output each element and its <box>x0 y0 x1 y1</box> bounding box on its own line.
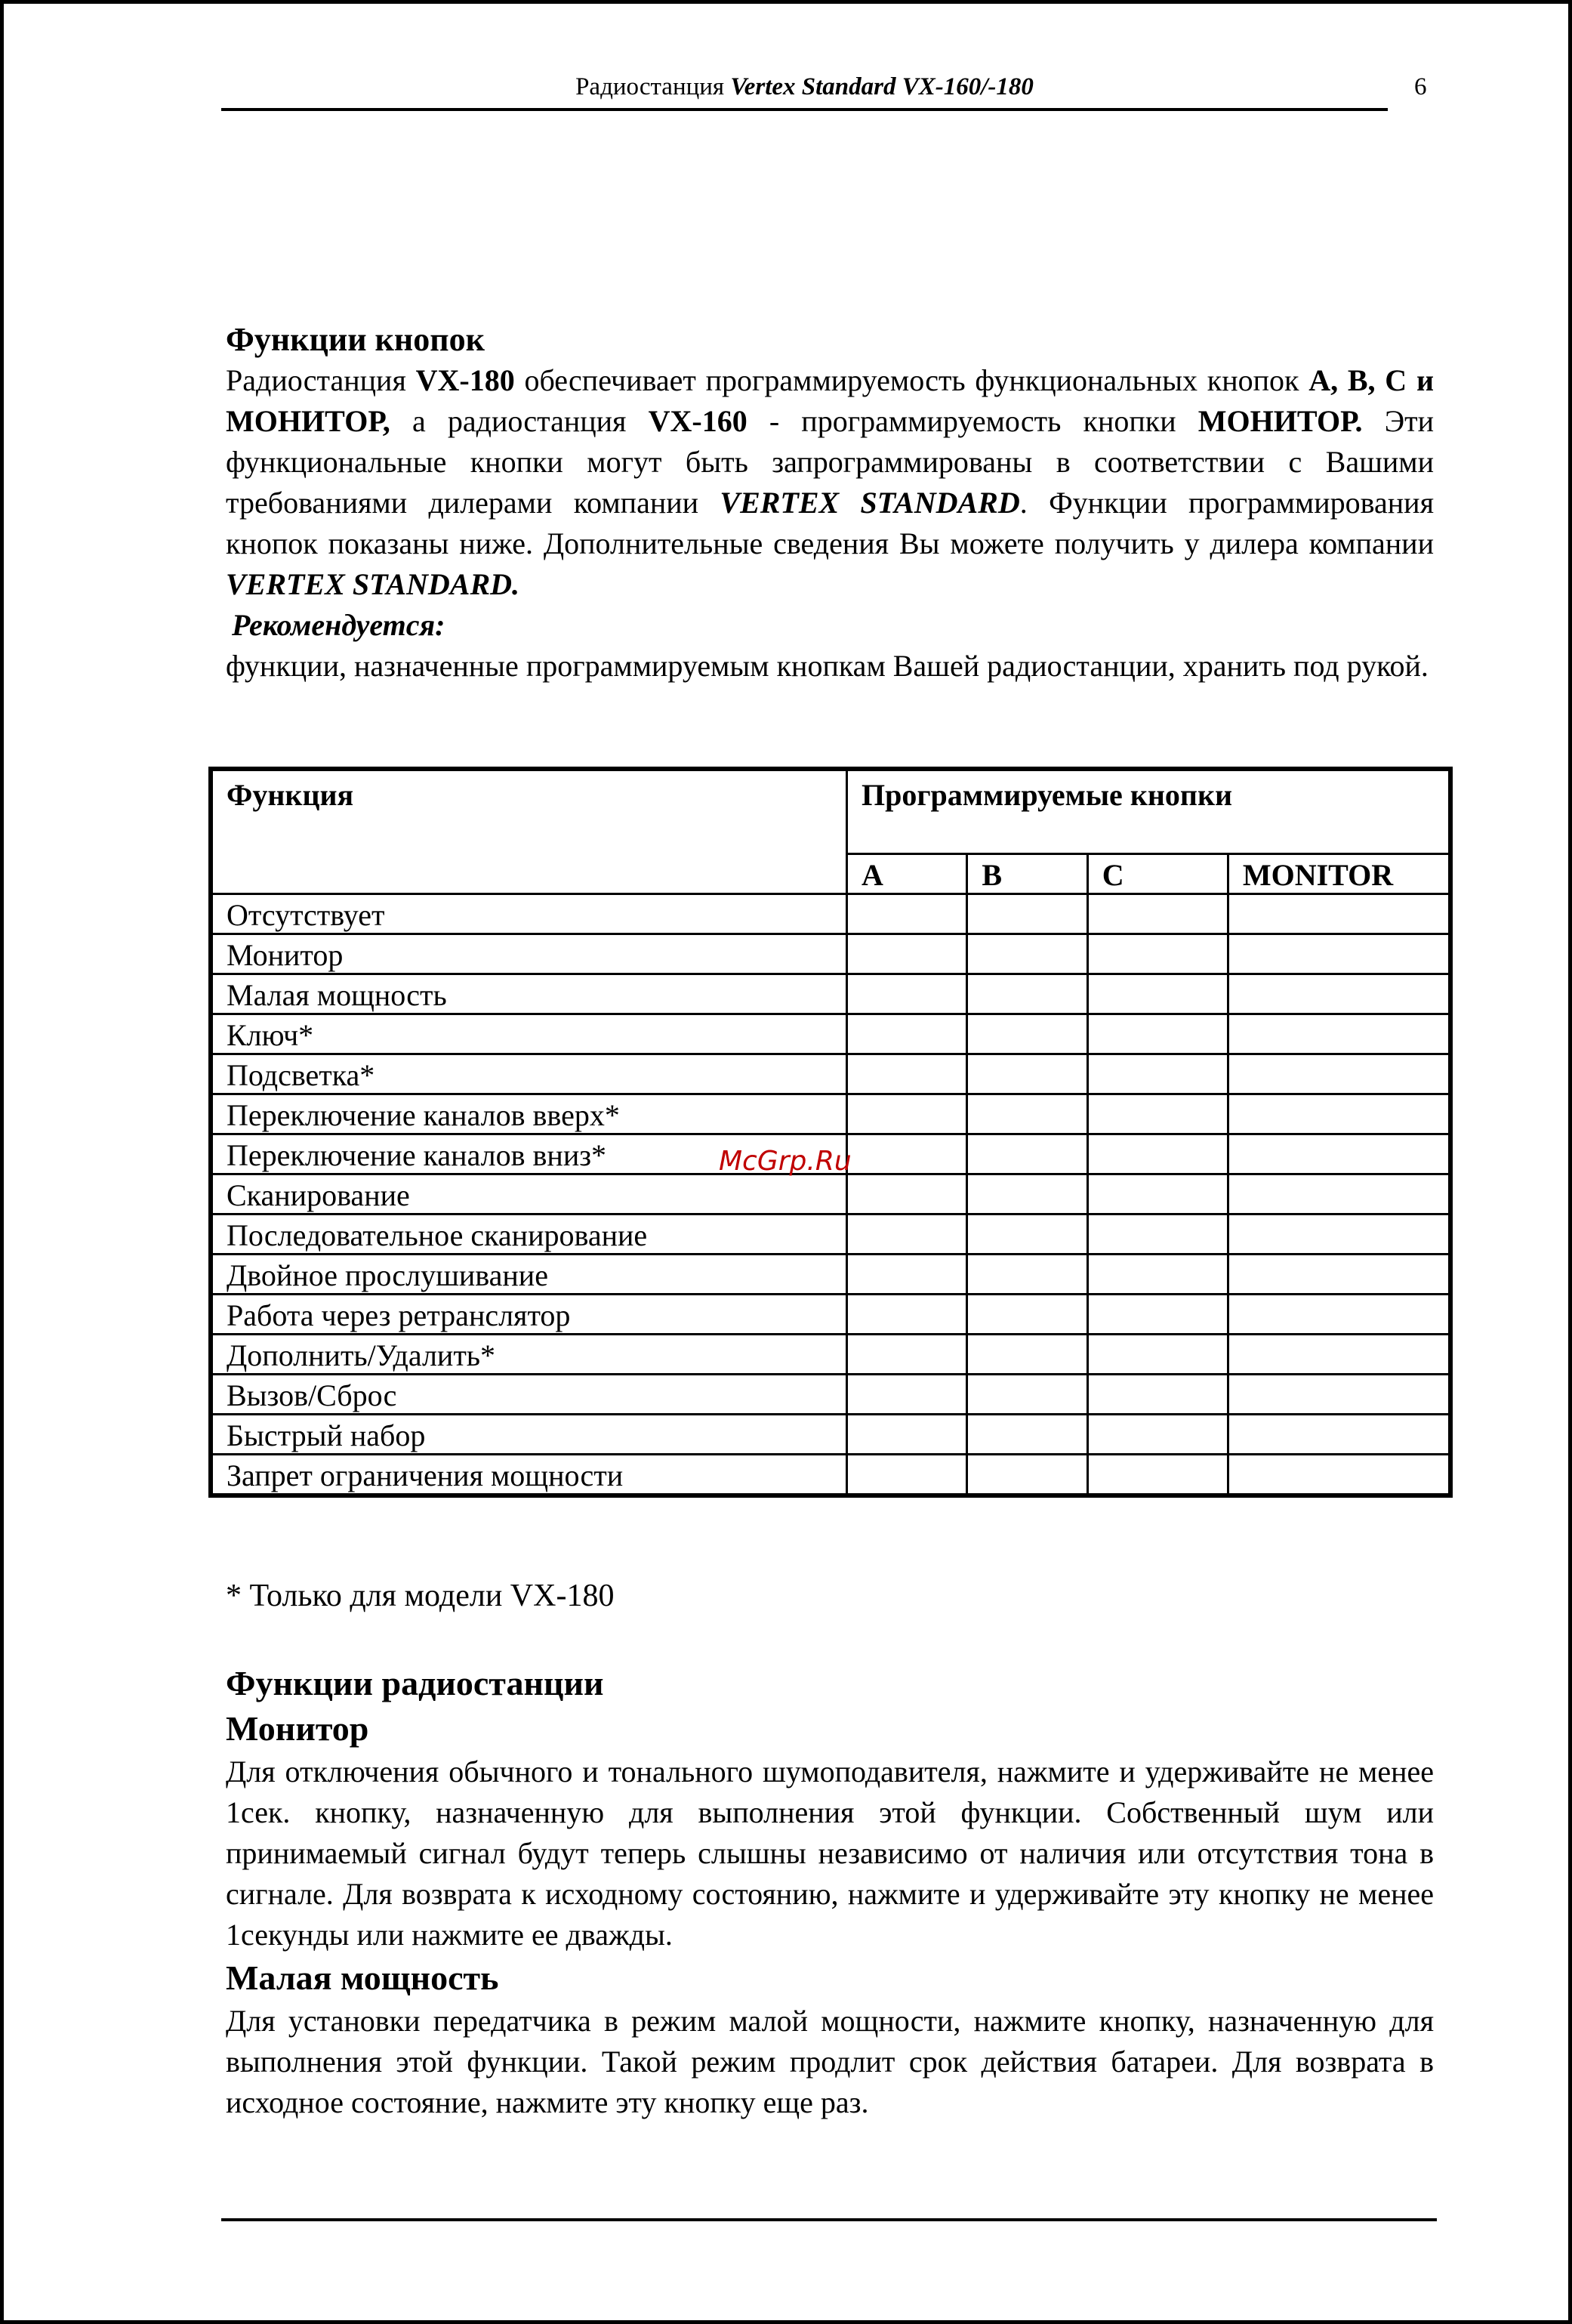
function-cell: Вызов/Сброс <box>211 1374 847 1414</box>
header-button-a: A <box>847 853 967 893</box>
cell-b <box>967 1414 1087 1454</box>
monitor-paragraph: Для отключения обычного и тонального шумоподавителя, нажмите и удерживайте не менее 1сек. кнопку, назначенную для выполнения этой функции. Собственный шум или принимаемый сигнал будут теперь слышны независимо от наличия или отсутствия тона в сигнале. Для возврата к исходному состоянию, нажмите и удерживайте эту кнопку не менее 1секунды или нажмите ее дважды. <box>226 1755 1434 1952</box>
low-power-paragraph: Для установки передатчика в режим малой мощности, нажмите кнопку, назначенную для выполнения этой функции. Такой режим продлит срок действия батареи. Для возврата в исходное состояние, нажмите эту кнопку еще раз. <box>226 2004 1434 2119</box>
function-cell: Сканирование <box>211 1174 847 1214</box>
function-cell: Работа через ретранслятор <box>211 1294 847 1334</box>
table-row <box>211 893 1450 934</box>
cell-a <box>847 1254 967 1294</box>
footer-rule <box>221 2218 1437 2221</box>
function-cell: Двойное прослушивание <box>211 1254 847 1294</box>
cell-a <box>847 1134 967 1174</box>
cell-c <box>1087 1254 1228 1294</box>
cell-monitor <box>1228 1014 1450 1054</box>
subsection-title-monitor: Монитор <box>226 1709 369 1748</box>
cell-b <box>967 974 1087 1014</box>
function-cell: Переключение каналов вверх* <box>211 1094 847 1134</box>
cell-b <box>967 1094 1087 1134</box>
recommend-text: функции, назначенные программируемым кнопкам Вашей радиостанции, хранить под рукой. <box>226 649 1429 683</box>
section-title-buttons: Функции кнопок <box>226 321 485 358</box>
intro-text-1: Радиостанция <box>226 363 416 397</box>
cell-b <box>967 934 1087 974</box>
cell-a <box>847 1174 967 1214</box>
section-title-radio: Функции радиостанции <box>226 1664 604 1702</box>
cell-monitor <box>1228 1414 1450 1454</box>
cell-b <box>967 1294 1087 1334</box>
radio-functions-section <box>226 1661 1434 2123</box>
function-cell: Отсутствует <box>211 893 847 934</box>
cell-c <box>1087 1374 1228 1414</box>
cell-b <box>967 1214 1087 1254</box>
table-row <box>211 1174 1450 1214</box>
cell-monitor <box>1228 1054 1450 1094</box>
recommend-label: Рекомендуется: <box>232 608 445 642</box>
cell-monitor <box>1228 1454 1450 1495</box>
table-row <box>211 1094 1450 1134</box>
page-number: 6 <box>1414 73 1427 100</box>
cell-a <box>847 1094 967 1134</box>
cell-b <box>967 1174 1087 1214</box>
function-cell: Быстрый набор <box>211 1414 847 1454</box>
cell-c <box>1087 974 1228 1014</box>
cell-a <box>847 1054 967 1094</box>
cell-c <box>1087 1094 1228 1134</box>
cell-c <box>1087 1454 1228 1495</box>
intro-brand-2: VERTEX STANDARD. <box>226 567 520 601</box>
intro-buttons-list: A, B, C и МОНИТОР, <box>226 363 1434 438</box>
cell-a <box>847 1414 967 1454</box>
cell-c <box>1087 1014 1228 1054</box>
table-row <box>211 1254 1450 1294</box>
cell-c <box>1087 1414 1228 1454</box>
intro-text-2: обеспечивает программируемость функциональных кнопок <box>514 363 1309 397</box>
cell-monitor <box>1228 1294 1450 1334</box>
cell-a <box>847 1374 967 1414</box>
header-programmable-buttons: Программируемые кнопки <box>847 769 1450 853</box>
function-cell: Малая мощность <box>211 974 847 1014</box>
function-cell: Дополнить/Удалить* <box>211 1334 847 1374</box>
function-cell: Подсветка* <box>211 1054 847 1094</box>
cell-c <box>1087 893 1228 934</box>
cell-monitor <box>1228 1134 1450 1174</box>
header-button-monitor: MONITOR <box>1228 853 1450 893</box>
intro-paragraph <box>226 360 1434 605</box>
cell-c <box>1087 1334 1228 1374</box>
cell-a <box>847 893 967 934</box>
header-button-c: C <box>1087 853 1228 893</box>
function-cell: Запрет ограничения мощности <box>211 1454 847 1495</box>
cell-a <box>847 974 967 1014</box>
header-model: Vertex Standard VX-160/-180 <box>730 73 1034 100</box>
table-row <box>211 1014 1450 1054</box>
table-row <box>211 1334 1450 1374</box>
buttons-section <box>226 319 1434 687</box>
cell-b <box>967 1454 1087 1495</box>
cell-monitor <box>1228 1094 1450 1134</box>
header-button-b: B <box>967 853 1087 893</box>
cell-monitor <box>1228 1334 1450 1374</box>
cell-b <box>967 1374 1087 1414</box>
function-cell: Последовательное сканирование <box>211 1214 847 1254</box>
table-row <box>211 1214 1450 1254</box>
cell-c <box>1087 1174 1228 1214</box>
header-prefix: Радиостанция <box>575 73 725 100</box>
cell-c <box>1087 1294 1228 1334</box>
subsection-title-low-power: Малая мощность <box>226 1958 499 1997</box>
cell-b <box>967 1254 1087 1294</box>
cell-c <box>1087 1214 1228 1254</box>
table-row <box>211 1374 1450 1414</box>
cell-c <box>1087 1134 1228 1174</box>
cell-b <box>967 893 1087 934</box>
table-row <box>211 974 1450 1014</box>
intro-model-vx160: VX-160 <box>648 404 747 438</box>
cell-b <box>967 1134 1087 1174</box>
cell-a <box>847 1454 967 1495</box>
table-row <box>211 1294 1450 1334</box>
cell-b <box>967 1054 1087 1094</box>
intro-model-vx180: VX-180 <box>415 363 515 397</box>
function-cell: Переключение каналов вниз* <box>211 1134 847 1174</box>
programmable-buttons-table <box>208 767 1453 1498</box>
cell-monitor <box>1228 893 1450 934</box>
table-row <box>211 1454 1450 1495</box>
cell-a <box>847 1334 967 1374</box>
cell-monitor <box>1228 1174 1450 1214</box>
running-header <box>221 73 1388 101</box>
cell-b <box>967 1334 1087 1374</box>
footnote: * Только для модели VX-180 <box>226 1579 615 1613</box>
cell-a <box>847 1014 967 1054</box>
function-cell: Монитор <box>211 934 847 974</box>
cell-b <box>967 1014 1087 1054</box>
cell-a <box>847 934 967 974</box>
cell-monitor <box>1228 1374 1450 1414</box>
table-row <box>211 1054 1450 1094</box>
intro-text-4: - программируемость кнопки <box>747 404 1198 438</box>
cell-monitor <box>1228 1214 1450 1254</box>
cell-c <box>1087 1054 1228 1094</box>
function-cell: Ключ* <box>211 1014 847 1054</box>
cell-c <box>1087 934 1228 974</box>
intro-text-5: Эти функциональные кнопки могут быть запрограммированы в соответствии с Вашими требованиями дилерами компании <box>226 404 1434 520</box>
cell-monitor <box>1228 974 1450 1014</box>
table-row <box>211 934 1450 974</box>
intro-text-3: а радиостанция <box>390 404 649 438</box>
cell-monitor <box>1228 934 1450 974</box>
intro-brand-1: VERTEX STANDARD <box>720 486 1020 520</box>
cell-a <box>847 1294 967 1334</box>
watermark-text: McGrp.Ru <box>719 1146 852 1177</box>
table-row <box>211 1414 1450 1454</box>
intro-monitor-button: МОНИТОР. <box>1197 404 1363 438</box>
header-function: Функция <box>211 769 847 893</box>
header-rule <box>221 108 1388 111</box>
intro-text-6: . Функции программирования кнопок показаны ниже. Дополнительные сведения Вы можете получить у дилера компании <box>226 486 1434 560</box>
cell-a <box>847 1214 967 1254</box>
cell-monitor <box>1228 1254 1450 1294</box>
